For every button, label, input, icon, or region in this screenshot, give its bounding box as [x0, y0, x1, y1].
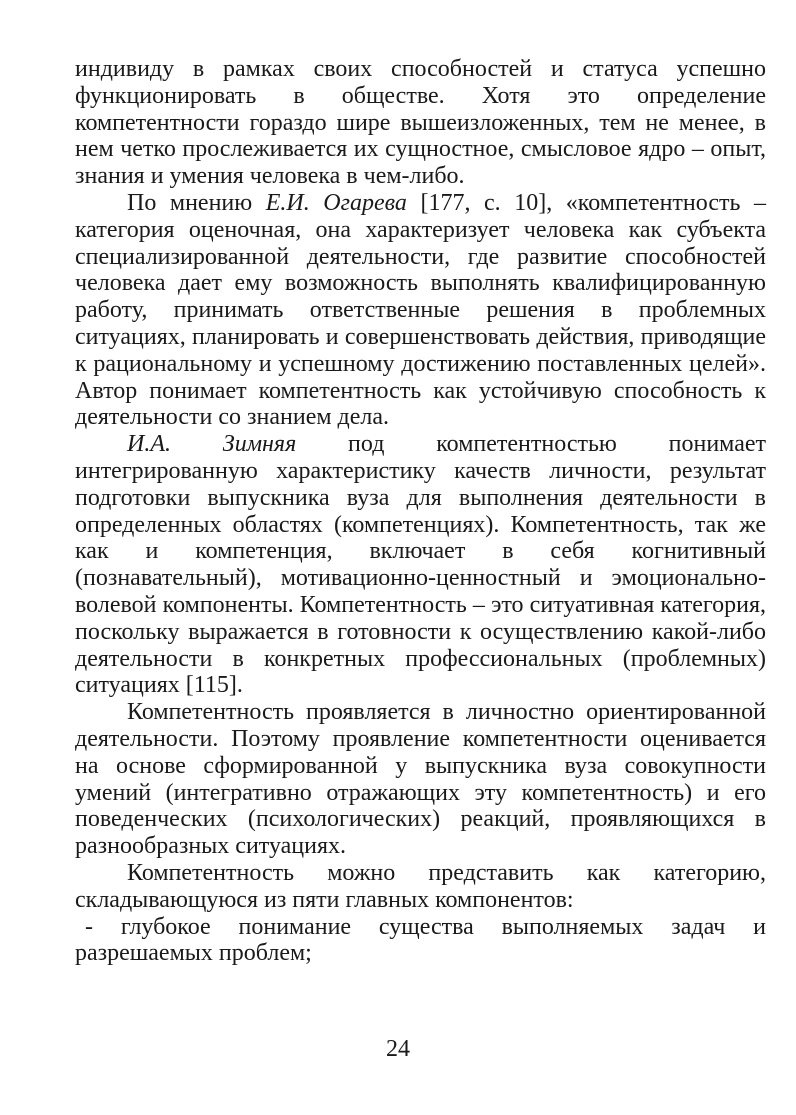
page-number: 24	[386, 1036, 410, 1062]
author-name: Е.И. Огарева	[265, 189, 407, 216]
paragraph-continuation: индивиду в рамках своих способностей и статуса успешно функционировать в обществе. Хотя это определение компетентности гораздо шире вышеизложенных, тем не менее, в нем четко прослеживается их сущностное, смысловое ядро – опыт, знания и умения человека в чем-либо.	[75, 56, 766, 190]
paragraph-ogareva	[75, 190, 766, 431]
paragraph-lead: По мнению	[127, 189, 266, 216]
body-text	[75, 56, 766, 967]
paragraph-manifestation: Компетентность проявляется в личностно ориентированной деятельности. Поэтому проявление компетентности оценивается на основе сформированной у выпускника вуза совокупности умений (интегративно отражающих эту компетентность) и его поведенческих (психологических) реакций, проявляющихся в разнообразных ситуациях.	[75, 699, 766, 860]
paragraph-body: под компетентностью понимает интегрированную характеристику качеств личности, результат подготовки выпускника вуза для выполнения деятельности в определенных областях (компетенциях). Компетентность, так же как и компетенция, включает в себя когнитивный (познавательный), мотивационно-ценностный и эмоционально-волевой компоненты. Компетентность – это ситуативная категория, поскольку выражается в готовности к осуществлению какой-либо деятельности в конкретных профессиональных (проблемных) ситуациях [115].	[75, 431, 766, 699]
paragraph-zimnyaya	[75, 431, 766, 699]
author-name: И.А. Зимняя	[127, 431, 297, 458]
list-item: - глубокое понимание существа выполняемых задач и разрешаемых проблем;	[75, 913, 766, 967]
paragraph-components: Компетентность можно представить как категорию, складывающуюся из пяти главных компонентов:	[75, 859, 766, 913]
paragraph-body: [177, с. 10], «компетентность – категория оценочная, она характеризует человека как субъекта специализированной деятельности, где развитие способностей человека дает ему возможность выполнять квалифицированную работу, принимать ответственные решения в проблемных ситуациях, планировать и совершенствовать действия, приводящие к рациональному и успешному достижению поставленных целей». Автор понимает компетентность как устойчивую способность к деятельности со знанием дела.	[75, 189, 766, 431]
